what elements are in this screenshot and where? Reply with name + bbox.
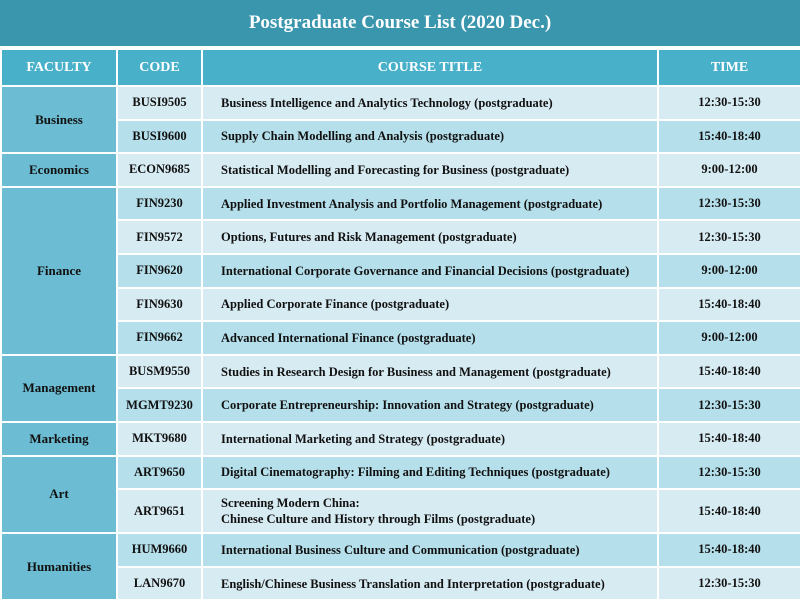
course-title-line: Screening Modern China: [221,496,360,511]
table-row [1,86,800,120]
table-row [1,489,800,533]
course-title [202,456,658,490]
course-time: 9:00-12:00 [658,321,800,355]
course-code: FIN9230 [117,187,202,221]
course-table-body [1,86,800,600]
course-time: 12:30-15:30 [658,456,800,490]
course-title-line: International Marketing and Strategy (postgraduate) [221,431,506,446]
course-code: BUSI9600 [117,120,202,154]
course-code: LAN9670 [117,567,202,601]
course-code: FIN9662 [117,321,202,355]
course-title-line: Digital Cinematography: Filming and Editing Techniques (postgraduate) [221,465,610,480]
header-course-title: COURSE TITLE [202,49,658,86]
table-row [1,422,800,456]
faculty-cell: Business [1,86,117,153]
course-title [202,187,658,221]
table-row [1,288,800,322]
course-time: 15:40-18:40 [658,489,800,533]
course-time: 15:40-18:40 [658,120,800,154]
table-row [1,567,800,601]
course-title [202,388,658,422]
table-row [1,220,800,254]
course-code: BUSM9550 [117,355,202,389]
course-time: 12:30-15:30 [658,567,800,601]
course-title-line: Studies in Research Design for Business and Management (postgraduate) [221,364,611,379]
table-row [1,321,800,355]
faculty-cell: Economics [1,153,117,187]
course-code: MKT9680 [117,422,202,456]
course-code: MGMT9230 [117,388,202,422]
header-row [1,49,800,86]
faculty-cell: Management [1,355,117,422]
course-title-line: International Business Culture and Communication (postgraduate) [221,542,580,557]
course-title-line: Statistical Modelling and Forecasting for Business (postgraduate) [221,162,570,177]
course-title-line: Corporate Entrepreneurship: Innovation and Strategy (postgraduate) [221,398,594,413]
course-title-line: Options, Futures and Risk Management (postgraduate) [221,230,517,245]
page-title: Postgraduate Course List (2020 Dec.) [0,0,800,48]
course-code: HUM9660 [117,533,202,567]
table-row [1,254,800,288]
course-table [0,48,800,601]
faculty-cell: Art [1,456,117,534]
course-title-line-2: Chinese Culture and History through Films (postgraduate) [221,512,536,527]
course-title [202,567,658,601]
course-title-line: International Corporate Governance and Financial Decisions (postgraduate) [221,263,630,278]
course-title [202,86,658,120]
course-title-line: Applied Investment Analysis and Portfolio Management (postgraduate) [221,196,603,211]
course-code: BUSI9505 [117,86,202,120]
course-time: 15:40-18:40 [658,533,800,567]
table-row [1,187,800,221]
course-time: 12:30-15:30 [658,187,800,221]
course-title [202,288,658,322]
table-row [1,355,800,389]
course-title [202,355,658,389]
course-time: 9:00-12:00 [658,254,800,288]
faculty-cell: Humanities [1,533,117,600]
course-code: FIN9572 [117,220,202,254]
header-time: TIME [658,49,800,86]
course-title [202,120,658,154]
course-time: 15:40-18:40 [658,422,800,456]
course-title [202,153,658,187]
course-time: 12:30-15:30 [658,388,800,422]
course-title-line: Advanced International Finance (postgraduate) [221,330,476,345]
table-row [1,153,800,187]
course-title-line: Applied Corporate Finance (postgraduate) [221,297,450,312]
table-row [1,533,800,567]
course-title [202,321,658,355]
header-code: CODE [117,49,202,86]
course-code: ART9651 [117,489,202,533]
table-row [1,388,800,422]
faculty-cell: Finance [1,187,117,355]
course-code: ART9650 [117,456,202,490]
course-time: 15:40-18:40 [658,355,800,389]
course-title-line: Business Intelligence and Analytics Technology (postgraduate) [221,95,553,110]
course-code: ECON9685 [117,153,202,187]
header-faculty: FACULTY [1,49,117,86]
course-time: 15:40-18:40 [658,288,800,322]
course-title [202,254,658,288]
course-time: 12:30-15:30 [658,86,800,120]
table-row [1,120,800,154]
course-title-line: Supply Chain Modelling and Analysis (postgraduate) [221,129,505,144]
course-time: 12:30-15:30 [658,220,800,254]
course-title [202,489,658,533]
faculty-cell: Marketing [1,422,117,456]
course-title [202,422,658,456]
course-title [202,220,658,254]
course-title-line: English/Chinese Business Translation and Interpretation (postgraduate) [221,576,605,591]
table-row [1,456,800,490]
course-code: FIN9620 [117,254,202,288]
course-time: 9:00-12:00 [658,153,800,187]
course-code: FIN9630 [117,288,202,322]
course-title [202,533,658,567]
